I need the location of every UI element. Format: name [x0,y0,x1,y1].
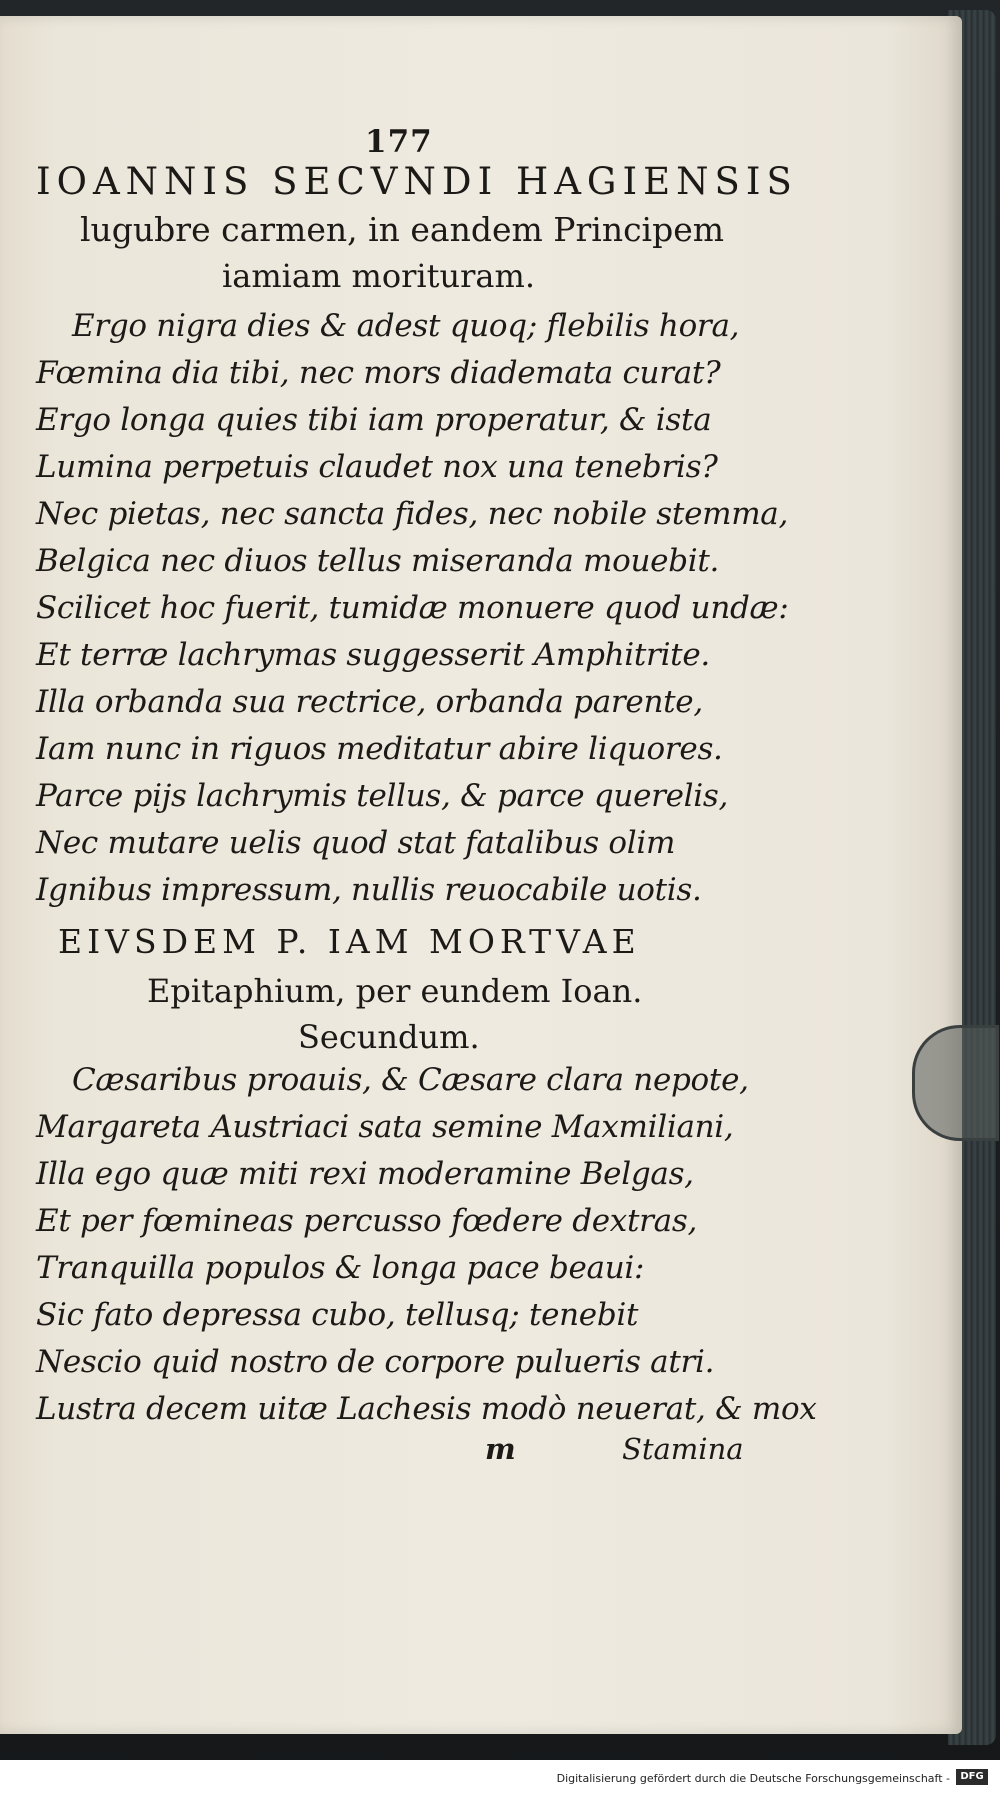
verse-line: Nec mutare uelis quod stat fatalibus olim [36,825,676,861]
verse-line: Nec pietas, nec sancta fides, nec nobile stemma, [36,496,789,532]
epitaph-title: Epitaphium, per eundem Ioan. [147,972,643,1010]
verse-line: Margareta Austriaci sata semine Maxmiliani, [36,1109,734,1145]
verse-line: Et per fœmineas percusso fœdere dextras, [36,1203,697,1239]
verse-line: Lustra decem uitæ Lachesis modò neuerat, & mox [36,1391,817,1427]
epitaph-subtitle: Secundum. [298,1018,480,1056]
verse-line: Tranquilla populos & longa pace beaui: [36,1250,645,1286]
verse-line: Illa orbanda sua rectrice, orbanda parente, [36,684,703,720]
verse-line: Sic fato depressa cubo, tellusq; tenebit [36,1297,639,1333]
poem-heading-subtitle: iamiam morituram. [222,257,535,295]
verse-line: Scilicet hoc fuerit, tumidæ monuere quod undæ: [36,590,789,626]
verse-line: Iam nunc in riguos meditatur abire liquores. [36,731,723,767]
page-clip [912,1025,999,1141]
verse-line: Nescio quid nostro de corpore pulueris atri. [36,1344,715,1380]
dfg-logo: DFG [956,1769,988,1785]
verse-line: Ignibus impressum, nullis reuocabile uotis. [36,872,702,908]
verse-line: Cæsaribus proauis, & Cæsare clara nepote, [72,1062,749,1098]
verse-line: Ergo longa quies tibi iam properatur, & ista [36,402,712,438]
signature-mark: m [485,1432,516,1466]
verse-line: Illa ego quæ miti rexi moderamine Belgas, [36,1156,694,1192]
verse-line: Fœmina dia tibi, nec mors diademata curat? [36,355,721,391]
verse-line: Belgica nec diuos tellus miseranda mouebit. [36,543,720,579]
verse-line: Ergo nigra dies & adest quoq; flebilis hora, [72,308,740,344]
funding-credit: Digitalisierung gefördert durch die Deutsche Forschungsgemeinschaft - [556,1772,950,1785]
verse-line: Parce pijs lachrymis tellus, & parce querelis, [36,778,729,814]
epitaph-heading: EIVSDEM P. IAM MORTVAE [58,922,641,961]
poem-heading-author: IOANNIS SECVNDI HAGIENSIS [36,160,798,203]
page-number: 177 [365,124,433,160]
verse-line: Lumina perpetuis claudet nox una tenebris? [36,449,718,485]
poem-heading-title: lugubre carmen, in eandem Principem [80,210,725,249]
verse-line: Et terræ lachrymas suggesserit Amphitrite. [36,637,710,673]
catchword: Stamina [622,1432,744,1466]
